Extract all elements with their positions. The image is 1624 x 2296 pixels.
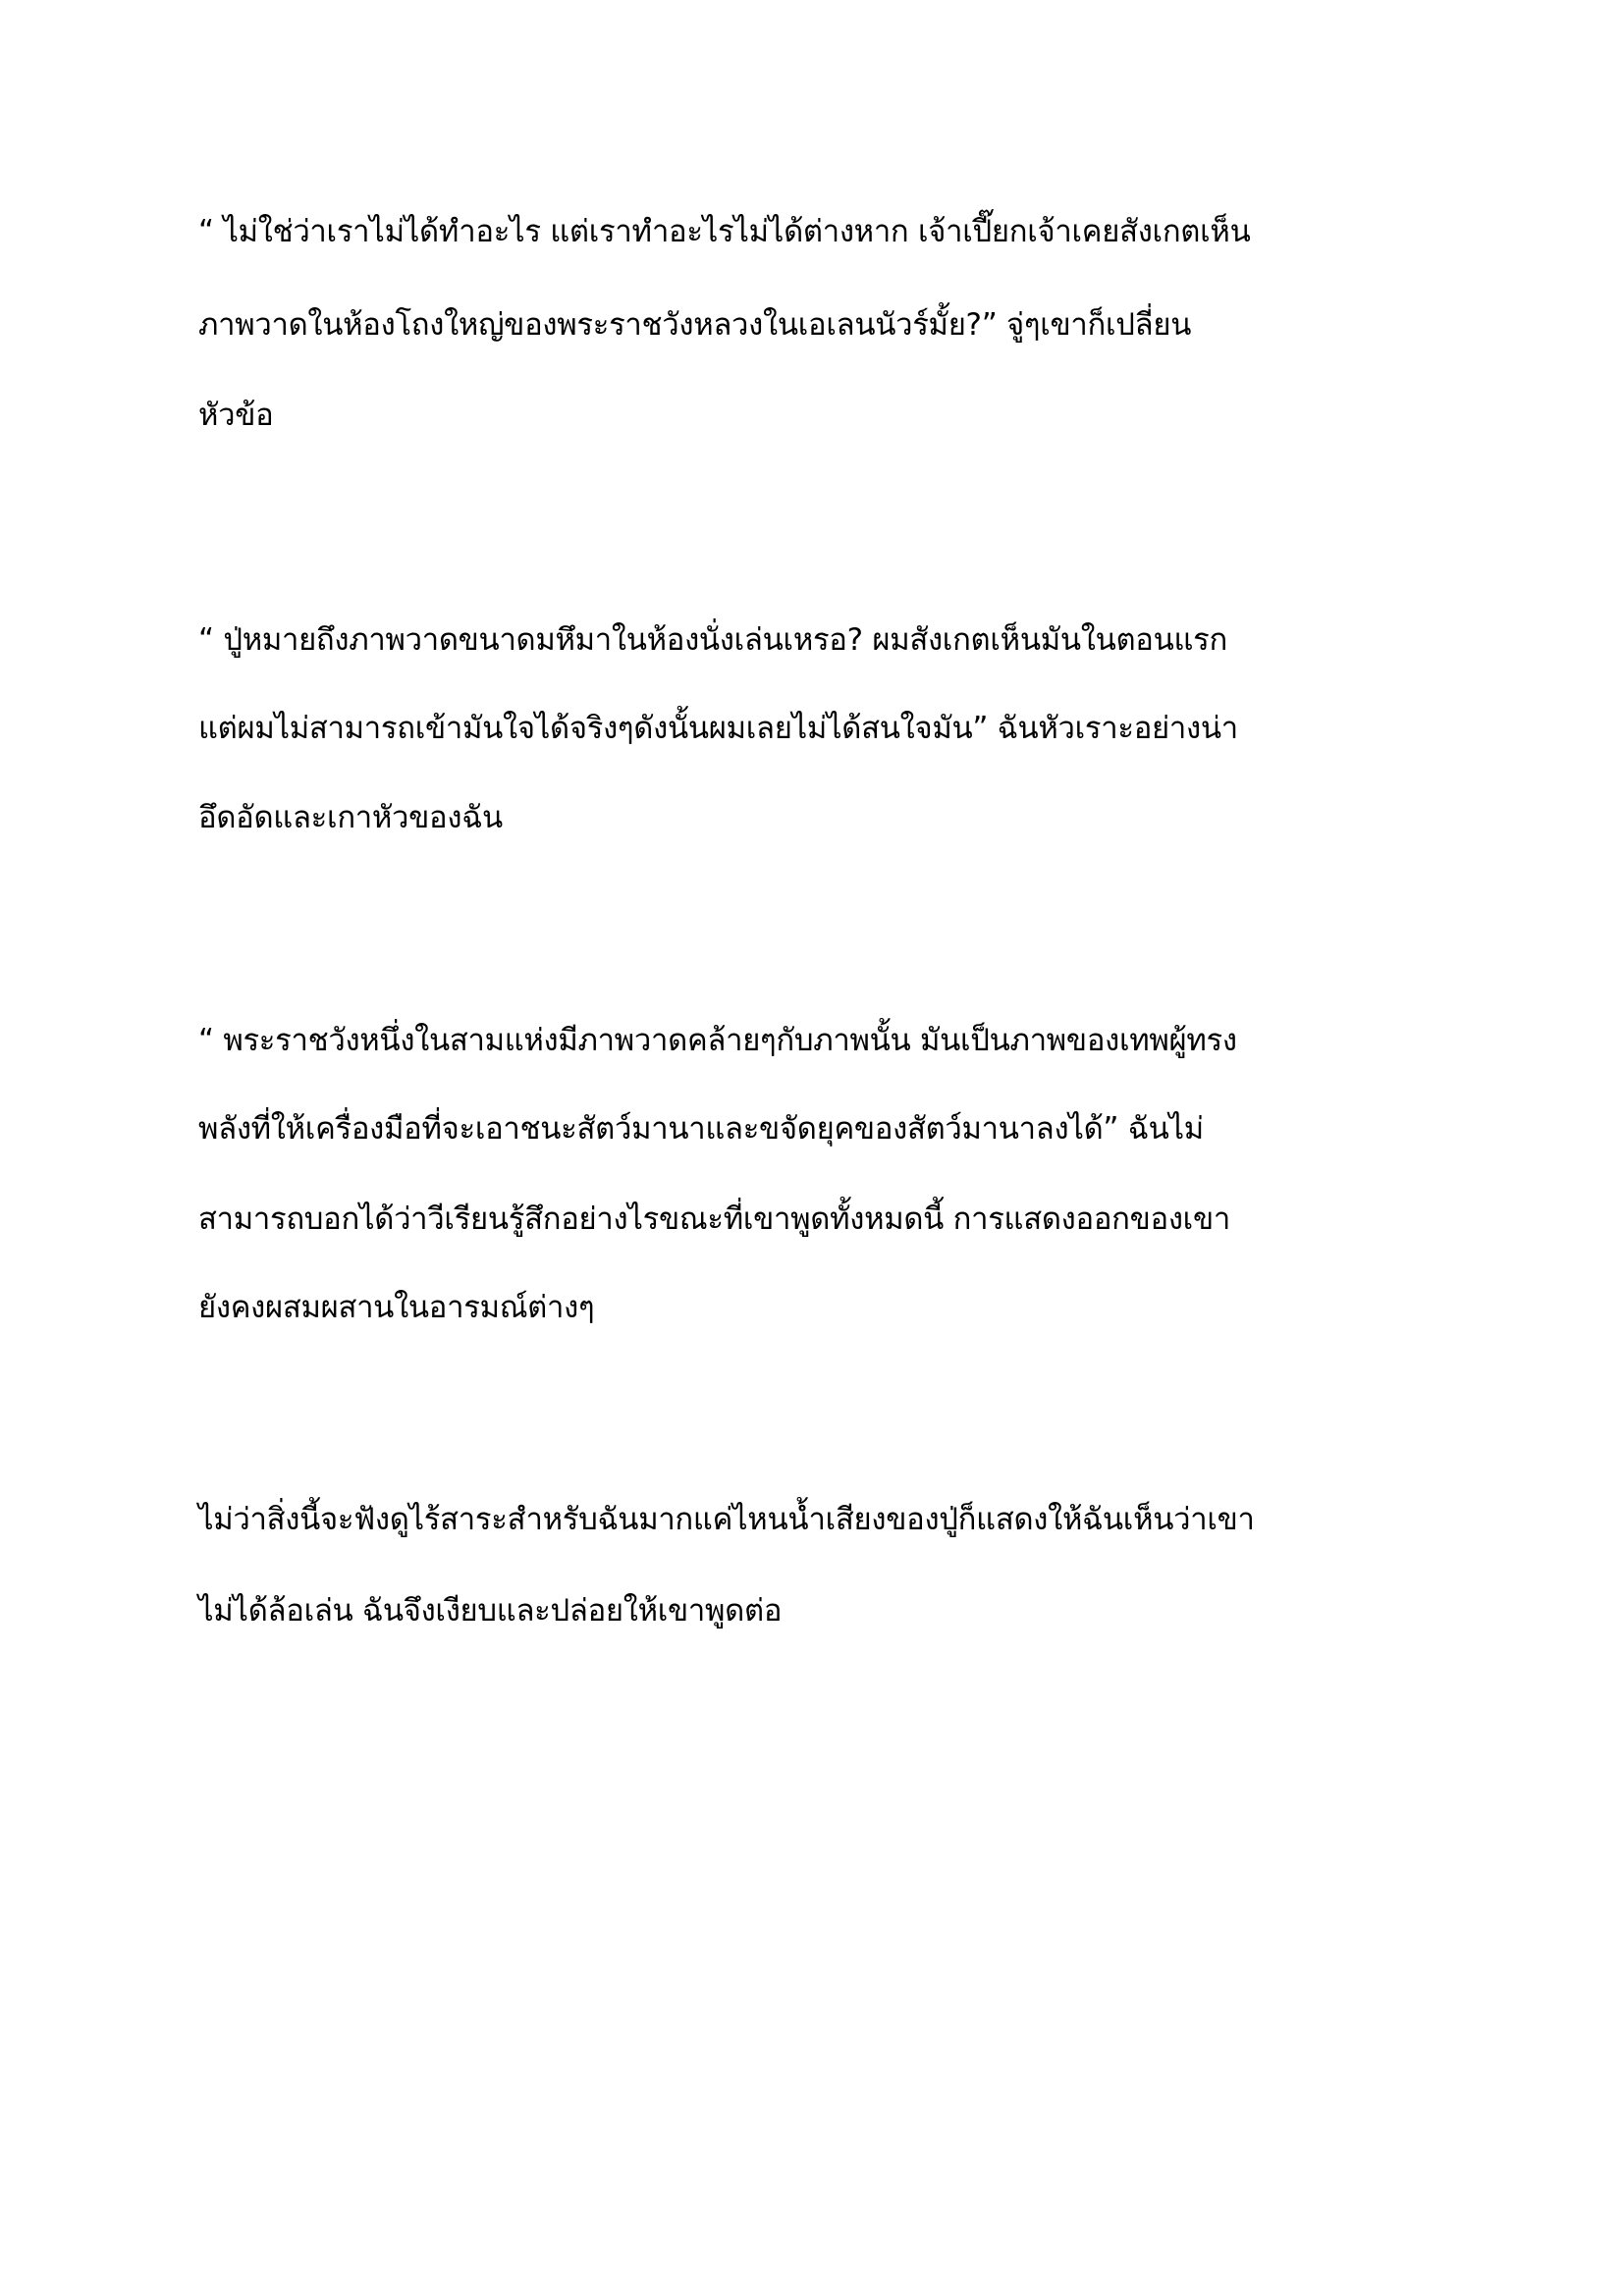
paragraph-line: “ พระราชวังหนึ่งในสามแห่งมีภาพวาดคล้ายๆกับภาพนั้น มันเป็นภาพของเทพผู้ทรง [198, 1023, 1237, 1058]
paragraph-line: ไม่ว่าสิ่งนี้จะฟังดูไร้สาระสำหรับฉันมากแค่ไหนน้ำเสียงของปู่ก็แสดงให้ฉันเห็นว่าเขา [198, 1502, 1255, 1537]
paragraph-line: หัวข้อ [198, 398, 274, 433]
paragraph-line: ภาพวาดในห้องโถงใหญ่ของพระราชวังหลวงในเอเลนนัวร์มั้ย?” จู่ๆเขาก็เปลี่ยน [198, 307, 1192, 343]
paragraph-line: แต่ผมไม่สามารถเข้ามันใจได้จริงๆดังนั้นผมเลยไม่ได้สนใจมัน” ฉันหัวเราะอย่างน่า [198, 711, 1238, 746]
paragraph-line: “ ไม่ใช่ว่าเราไม่ได้ทำอะไร แต่เราทำอะไรไม่ได้ต่างหาก เจ้าเปี๊ยกเจ้าเคยสังเกตเห็น [198, 214, 1251, 249]
paragraph-line: ยังคงผสมผสานในอารมณ์ต่างๆ [198, 1290, 595, 1325]
paragraph-line: พลังที่ให้เครื่องมือที่จะเอาชนะสัตว์มานาและขจัดยุคของสัตว์มานาลงได้” ฉันไม่ [198, 1111, 1204, 1147]
paragraph-line: “ ปู่หมายถึงภาพวาดขนาดมหึมาในห้องนั่งเล่นเหรอ? ผมสังเกตเห็นมันในตอนแรก [198, 622, 1228, 658]
paragraph-line: ไม่ได้ล้อเล่น ฉันจึงเงียบและปล่อยให้เขาพูดต่อ [198, 1593, 783, 1629]
paragraph-line: อึดอัดและเกาหัวของฉัน [198, 800, 503, 835]
paragraph-line: สามารถบอกได้ว่าวีเรียนรู้สึกอย่างไรขณะที่เขาพูดทั้งหมดนี้ การแสดงออกของเขา [198, 1201, 1230, 1237]
